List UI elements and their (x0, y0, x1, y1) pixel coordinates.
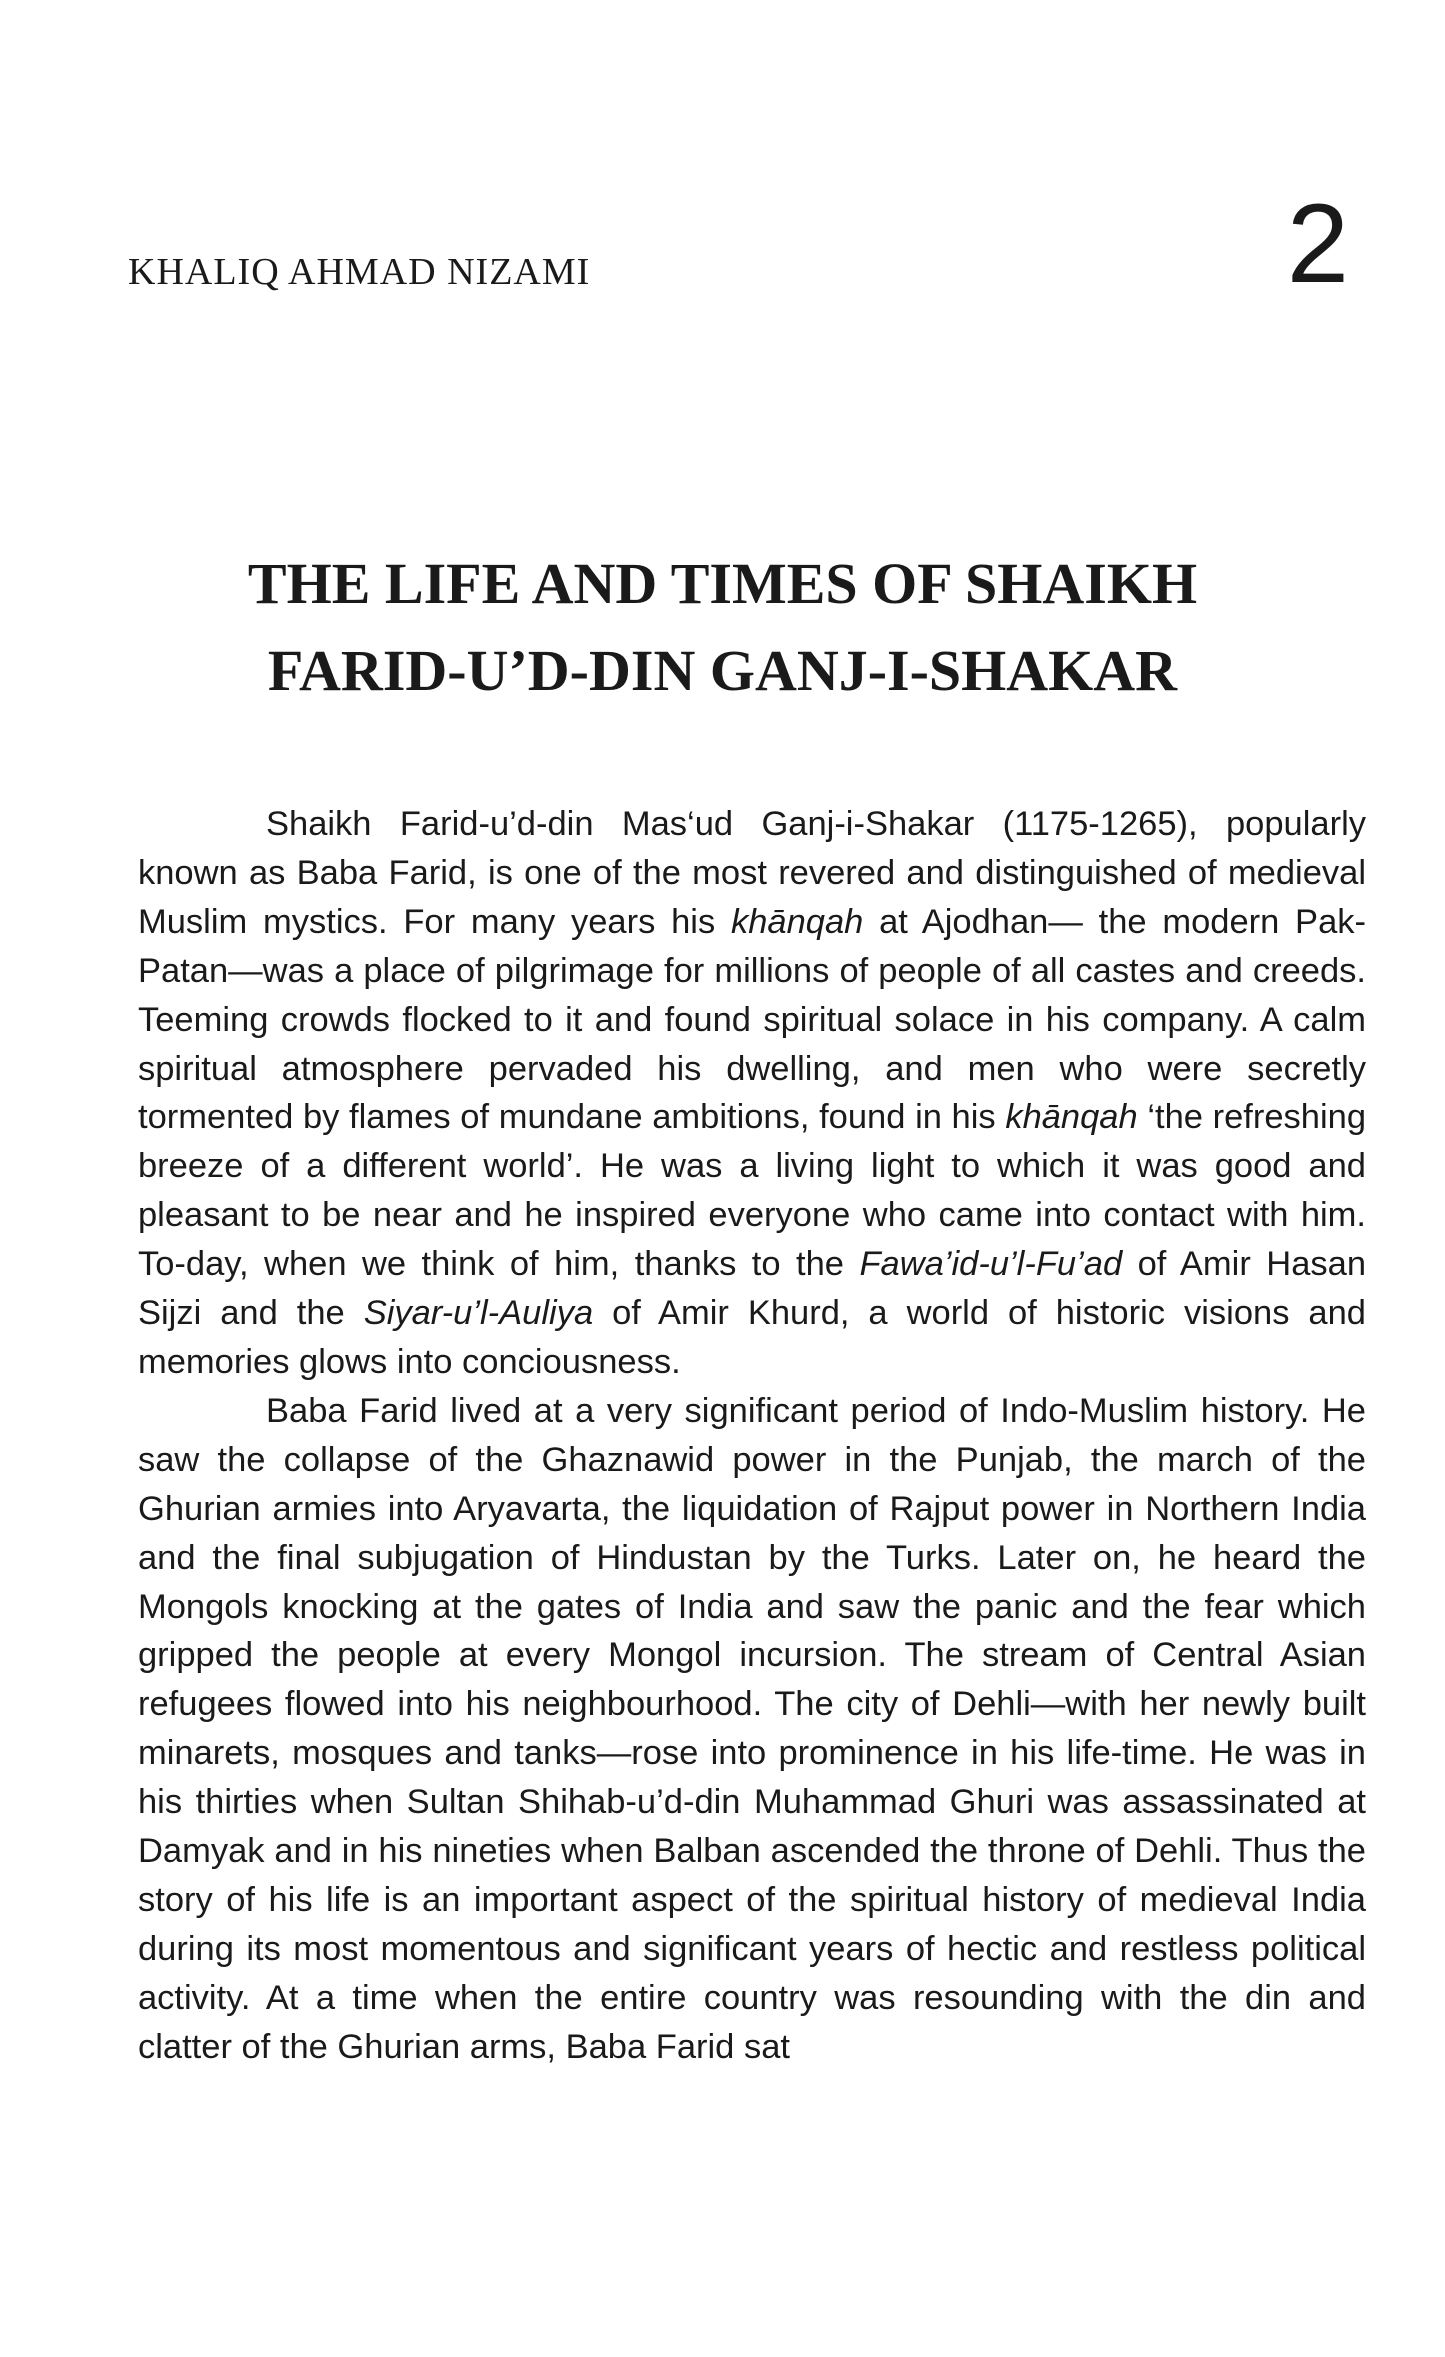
paragraph-1-text-3: ‘the refreshing breeze of a different world’. He was a living light to which it was good and pleasant to be near and he inspired everyone who came into contact with him. To-day, when we think of him, thanks to the (138, 1098, 1367, 1284)
paragraph-1-text-4: of Amir Hasan Sijzi and the (138, 1245, 1367, 1333)
paragraph-2: Baba Farid lived at a very significant period of Indo-Muslim history. He saw the collapse of the Ghaznawid power in the Punjab, the march of the Ghurian armies into Aryavarta, the liquidation of Rajput power in Northern India and the final subjugation of Hindustan by the Turks. Later on, he heard the Mongols knocking at the gates of India and saw the panic and the fear which gripped the people at every Mongol incursion. The stream of Central Asian refugees flowed into his neighbourhood. The city of Dehli—with her newly built minarets, mosques and tanks—rose into prominence in his life-time. He was in his thirties when Sultan Shihab-u’d-din Muhammad Ghuri was assassinated at Damyak and in his nineties when Balban ascended the throne of Dehli. Thus the story of his life is an important aspect of the spiritual history of medieval India during its most momentous and significant years of hectic and restless political activity. At a time when the entire country was resounding with the din and clatter of the Ghurian arms, Baba Farid sat (138, 1391, 1366, 2066)
running-header-author: KHALIQ AHMAD NIZAMI (128, 251, 591, 293)
body-text (138, 800, 1366, 2072)
chapter-title-line-2: FARID-U’D-DIN GANJ-I-SHAKAR (267, 638, 1178, 703)
paragraph-1 (138, 800, 1366, 1387)
paragraph-1-text-2: at Ajodhan— the modern Pak-Patan—was a place of pilgrimage for millions of people of all castes and creeds. Teeming crowds flocked to it and found spiritual solace in his company. A calm spiritual atmosphere pervaded his dwelling, and men who were secretly tormented by flames of mundane ambitions, found in his (138, 902, 1366, 1137)
term-khanqah-1: khānqah (730, 902, 864, 941)
chapter-title-line-1: THE LIFE AND TIMES OF SHAIKH (247, 551, 1198, 616)
title-fawaid-ul-fuad: Fawa’id-u’l-Fu’ad (859, 1245, 1123, 1284)
chapter-number: 2 (1286, 181, 1349, 306)
term-khanqah-2: khānqah (1005, 1098, 1138, 1137)
title-siyar-ul-auliya: Siyar-u’l-Auliya (363, 1294, 594, 1333)
chapter-title (0, 540, 1445, 714)
paragraph-1-text-1: Shaikh Farid-u’d-din Mas‘ud Ganj-i-Shakar (1175-1265), popularly known as Baba Farid, is one of the most revered and distinguished of medieval Muslim mystics. For many years his (138, 805, 1366, 941)
paragraph-1-text-5: of Amir Khurd, a world of historic visions and memories glows into conciousness. (138, 1294, 1366, 1381)
